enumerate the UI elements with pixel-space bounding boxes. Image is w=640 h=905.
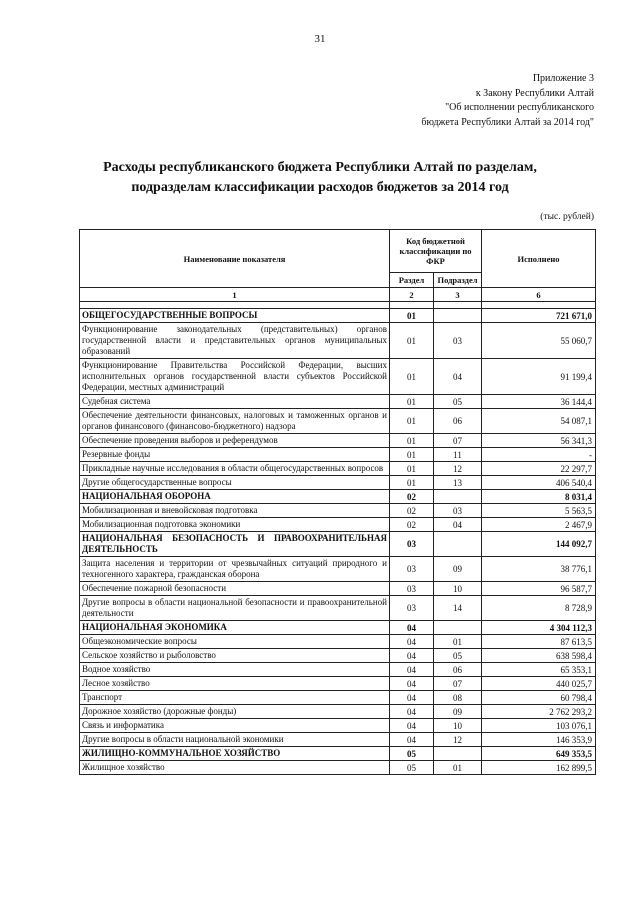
row-subsection: 07 [434, 434, 482, 448]
col-number: 1 [80, 288, 390, 302]
row-name: Другие общегосударственные вопросы [80, 476, 390, 490]
row-section: 01 [390, 448, 434, 462]
row-subsection [434, 490, 482, 504]
row-section: 03 [390, 596, 434, 621]
header-subsection: Подраздел [434, 273, 482, 288]
table-row [80, 309, 596, 323]
row-name: Общеэкономические вопросы [80, 635, 390, 649]
row-value: 38 776,1 [482, 557, 596, 582]
row-subsection: 10 [434, 719, 482, 733]
row-name: Резервные фонды [80, 448, 390, 462]
row-subsection: 03 [434, 323, 482, 359]
table-row [80, 490, 596, 504]
row-name: Судебная система [80, 395, 390, 409]
table-row [80, 518, 596, 532]
row-section: 01 [390, 462, 434, 476]
table-row [80, 504, 596, 518]
row-section: 04 [390, 635, 434, 649]
row-name: Мобилизационная подготовка экономики [80, 518, 390, 532]
row-name: ОБЩЕГОСУДАРСТВЕННЫЕ ВОПРОСЫ [80, 309, 390, 323]
row-name: Дорожное хозяйство (дорожные фонды) [80, 705, 390, 719]
header-name: Наименование показателя [80, 230, 390, 288]
row-name: Защита населения и территории от чрезвычайных ситуаций природного и техногенного характера, гражданская оборона [80, 557, 390, 582]
row-subsection: 05 [434, 649, 482, 663]
row-value: 4 304 112,3 [482, 621, 596, 635]
row-value: 2 762 293,2 [482, 705, 596, 719]
row-section: 04 [390, 663, 434, 677]
row-section: 04 [390, 621, 434, 635]
row-value: 36 144,4 [482, 395, 596, 409]
row-value: 721 671,0 [482, 309, 596, 323]
row-section: 04 [390, 649, 434, 663]
row-name: Связь и информатика [80, 719, 390, 733]
table-row [80, 448, 596, 462]
row-section: 05 [390, 761, 434, 775]
row-name: Прикладные научные исследования в области общегосударственных вопросов [80, 462, 390, 476]
row-subsection: 04 [434, 359, 482, 395]
header-executed: Исполнено [482, 230, 596, 288]
table-row [80, 323, 596, 359]
row-section: 01 [390, 409, 434, 434]
expenditure-table [79, 229, 596, 775]
row-value: 406 540,4 [482, 476, 596, 490]
row-subsection: 12 [434, 733, 482, 747]
row-name: Функционирование Правительства Российской Федерации, высших исполнительных органов государственной власти субъектов Российской Федерации, местных администраций [80, 359, 390, 395]
row-subsection: 01 [434, 635, 482, 649]
row-section: 02 [390, 518, 434, 532]
row-subsection: 09 [434, 705, 482, 719]
row-name: Жилищное хозяйство [80, 761, 390, 775]
appendix-line: к Закону Республики Алтай [475, 87, 594, 99]
row-subsection: 10 [434, 582, 482, 596]
spacer-row [80, 302, 596, 309]
row-section: 04 [390, 691, 434, 705]
row-subsection: 13 [434, 476, 482, 490]
header-code-group: Код бюджетной классификации по ФКР [390, 230, 482, 273]
table-row [80, 761, 596, 775]
row-section: 04 [390, 719, 434, 733]
header-section: Раздел [390, 273, 434, 288]
table-row [80, 476, 596, 490]
table-row [80, 705, 596, 719]
title-line: подразделам классификации расходов бюджетов за 2014 год [131, 180, 509, 195]
row-subsection: 06 [434, 409, 482, 434]
row-section: 04 [390, 705, 434, 719]
row-value: 54 087,1 [482, 409, 596, 434]
col-number: 2 [390, 288, 434, 302]
document-title [40, 158, 600, 198]
row-subsection: 05 [434, 395, 482, 409]
row-value: 22 297,7 [482, 462, 596, 476]
table-row [80, 582, 596, 596]
row-subsection: 08 [434, 691, 482, 705]
row-name: ЖИЛИЩНО-КОММУНАЛЬНОЕ ХОЗЯЙСТВО [80, 747, 390, 761]
row-section: 03 [390, 557, 434, 582]
row-subsection: 06 [434, 663, 482, 677]
table-row [80, 532, 596, 557]
row-subsection: 01 [434, 761, 482, 775]
row-subsection: 07 [434, 677, 482, 691]
row-section: 01 [390, 309, 434, 323]
row-subsection: 04 [434, 518, 482, 532]
row-subsection: 09 [434, 557, 482, 582]
row-name: Мобилизационная и вневойсковая подготовка [80, 504, 390, 518]
appendix-note [421, 72, 594, 130]
table-row [80, 663, 596, 677]
row-value: 649 353,5 [482, 747, 596, 761]
table-row [80, 359, 596, 395]
row-subsection: 11 [434, 448, 482, 462]
table-row [80, 649, 596, 663]
row-name: Сельское хозяйство и рыболовство [80, 649, 390, 663]
appendix-line: Приложение 3 [532, 73, 594, 84]
table-row [80, 635, 596, 649]
row-subsection [434, 532, 482, 557]
row-value: 103 076,1 [482, 719, 596, 733]
row-section: 01 [390, 395, 434, 409]
table-row [80, 747, 596, 761]
row-value: 55 060,7 [482, 323, 596, 359]
table-row [80, 434, 596, 448]
row-section: 01 [390, 434, 434, 448]
row-subsection [434, 621, 482, 635]
title-line: Расходы республиканского бюджета Республики Алтай по разделам, [103, 160, 537, 175]
row-value: 87 613,5 [482, 635, 596, 649]
row-value: 56 341,3 [482, 434, 596, 448]
row-section: 04 [390, 677, 434, 691]
table-row [80, 462, 596, 476]
row-value: 96 587,7 [482, 582, 596, 596]
row-section: 02 [390, 490, 434, 504]
row-name: Обеспечение деятельности финансовых, налоговых и таможенных органов и органов финансового (финансово-бюджетного) надзора [80, 409, 390, 434]
row-value: 8 728,9 [482, 596, 596, 621]
table-row [80, 557, 596, 582]
table-row [80, 621, 596, 635]
row-value: 144 092,7 [482, 532, 596, 557]
table-row [80, 596, 596, 621]
row-value: 91 199,4 [482, 359, 596, 395]
row-value: 638 598,4 [482, 649, 596, 663]
page-number: 31 [314, 33, 326, 45]
row-value: 440 025,7 [482, 677, 596, 691]
col-number: 3 [434, 288, 482, 302]
row-name: НАЦИОНАЛЬНАЯ БЕЗОПАСНОСТЬ И ПРАВООХРАНИТЕЛЬНАЯ ДЕЯТЕЛЬНОСТЬ [80, 532, 390, 557]
row-name: НАЦИОНАЛЬНАЯ ОБОРОНА [80, 490, 390, 504]
table-row [80, 395, 596, 409]
appendix-line: бюджета Республики Алтай за 2014 год" [421, 116, 594, 128]
table-row [80, 733, 596, 747]
row-subsection [434, 747, 482, 761]
row-name: Обеспечение пожарной безопасности [80, 582, 390, 596]
row-value: 60 798,4 [482, 691, 596, 705]
row-name: НАЦИОНАЛЬНАЯ ЭКОНОМИКА [80, 621, 390, 635]
row-section: 01 [390, 476, 434, 490]
row-section: 01 [390, 323, 434, 359]
row-section: 02 [390, 504, 434, 518]
table-row [80, 677, 596, 691]
row-section: 03 [390, 532, 434, 557]
row-value: 8 031,4 [482, 490, 596, 504]
row-subsection: 12 [434, 462, 482, 476]
row-value: - [482, 448, 596, 462]
appendix-line: "Об исполнении республиканского [445, 102, 594, 113]
row-name: Лесное хозяйство [80, 677, 390, 691]
row-subsection: 03 [434, 504, 482, 518]
row-subsection: 14 [434, 596, 482, 621]
table-row [80, 409, 596, 434]
row-name: Функционирование законодательных (представительных) органов государственной власти и представительных органов муниципальных образований [80, 323, 390, 359]
row-name: Другие вопросы в области национальной безопасности и правоохранительной деятельности [80, 596, 390, 621]
row-section: 03 [390, 582, 434, 596]
row-name: Водное хозяйство [80, 663, 390, 677]
row-value: 146 353,9 [482, 733, 596, 747]
row-name: Транспорт [80, 691, 390, 705]
row-name: Обеспечение проведения выборов и референдумов [80, 434, 390, 448]
row-section: 04 [390, 733, 434, 747]
table-row [80, 719, 596, 733]
row-name: Другие вопросы в области национальной экономики [80, 733, 390, 747]
row-subsection [434, 309, 482, 323]
row-value: 2 467,9 [482, 518, 596, 532]
row-section: 05 [390, 747, 434, 761]
table-row [80, 691, 596, 705]
units-note: (тыс. рублей) [540, 212, 594, 222]
row-value: 162 899,5 [482, 761, 596, 775]
col-number: 6 [482, 288, 596, 302]
row-section: 01 [390, 359, 434, 395]
row-value: 65 353,1 [482, 663, 596, 677]
row-value: 5 563,5 [482, 504, 596, 518]
